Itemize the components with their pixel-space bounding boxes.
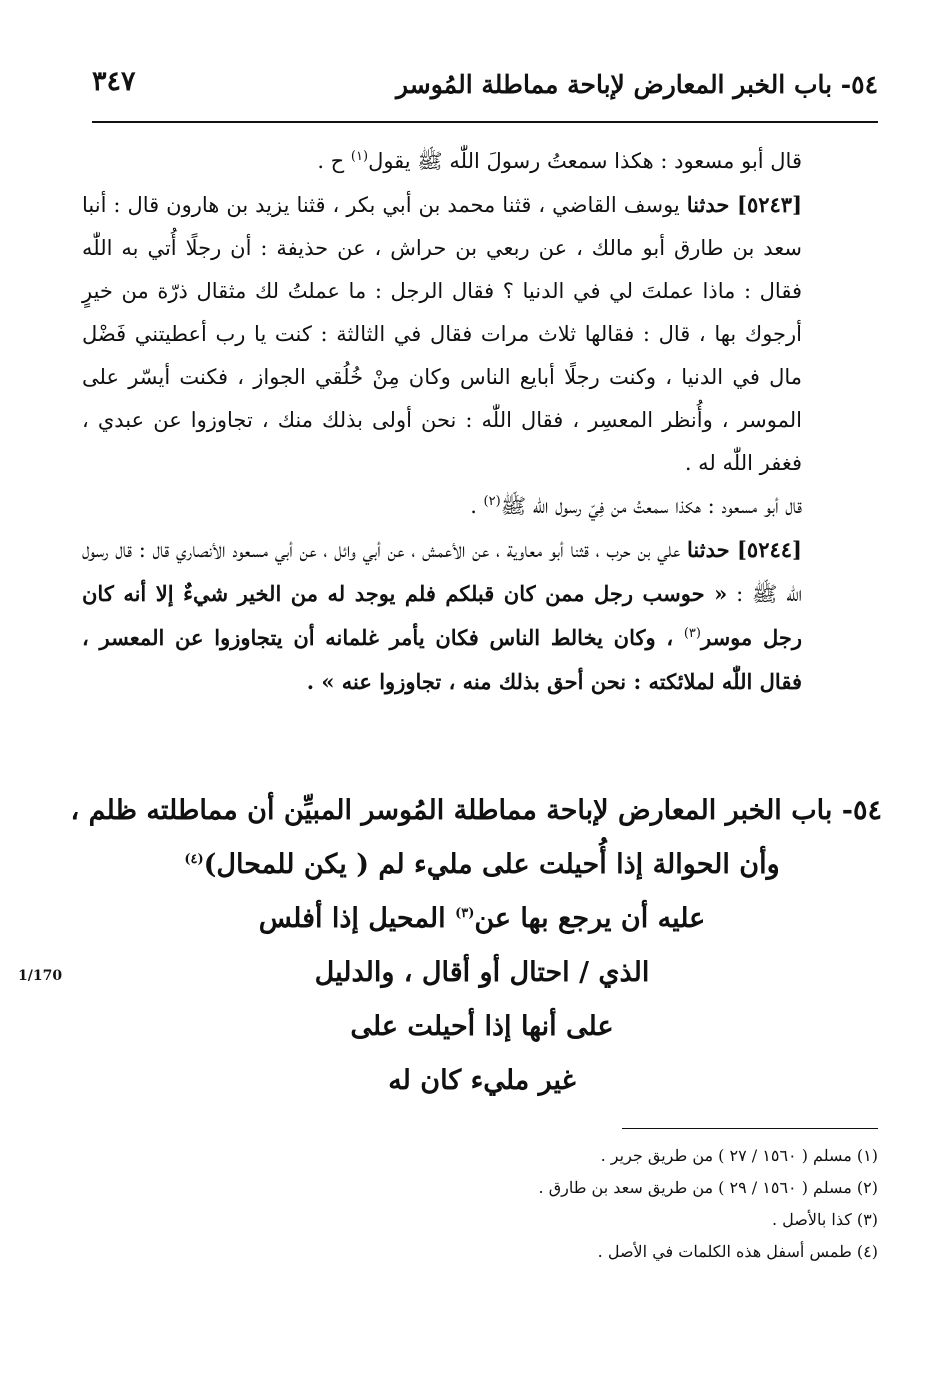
footnote-ref-3b: (٣) xyxy=(455,906,475,921)
chapter-line-4: الذي / احتال أو أقال ، والدليل xyxy=(314,957,650,988)
chapter-line-2-text: وأن الحوالة إذا أُحيلت على مليء لم ( يكن للمحال) xyxy=(203,849,780,880)
page-header xyxy=(92,62,878,120)
paragraph-3-end: . xyxy=(470,494,484,518)
footnote-ref-1: (١) xyxy=(350,149,369,164)
footnote-divider xyxy=(622,1128,878,1129)
hadith-5243-text: يوسف القاضي ، قثنا محمد بن أبي بكر ، قثنا يزيد بن هارون قال : أنبا سعد بن طارق أبو مالك ، عن ربعي بن حراش ، عن حذيفة : أن رجلًا أُتي به اللّٰه فقال : ماذا عملتَ لي في الدنيا ؟ فقال الرجل : ما عملتُ لك مثقال ذرّة من خيرٍ أرجوك بها ، قال : فقالها ثلاث مرات فقال في الثالثة : كنت يا رب أعطيتني فَضْل مال في الدنيا ، وكنت رجلًا أبايع الناس وكان مِنْ خُلُقي الجواز ، فكنت أيسّر على الموسر ، وأُنظر المعسِر ، فقال اللّٰه : نحن أولى بذلك منك ، تجاوزوا عن عبدي ، فغفر اللّٰه له . xyxy=(82,193,802,475)
chapter-line-3 xyxy=(82,892,882,946)
hadith-quote-end: ، وكان يخالط الناس فكان يأمر غلمانه أن يتجاوزوا عن المعسر ، فقال اللّٰه لملائكته : نحن أحق بذلك منه ، تجاوزوا عنه » . xyxy=(82,625,802,694)
paragraph-3 xyxy=(82,485,882,528)
chapter-line-2 xyxy=(82,838,882,892)
chapter-line-6: غير مليء كان له xyxy=(388,1065,576,1096)
hadith-quote: « حوسب رجل ممن كان قبلكم فلم يوجد له من الخير شيءٌ إلا أنه كان رجل موسر xyxy=(82,581,802,650)
chapter-line-5: على أنها إذا أحيلت على xyxy=(350,1011,614,1042)
hadith-5244 xyxy=(82,528,882,704)
footnote-ref-2: (٢) xyxy=(483,494,501,509)
header-divider xyxy=(92,121,878,123)
running-title: ٥٤- باب الخبر المعارض لإباحة مماطلة المُوسر xyxy=(396,70,878,99)
hadith-5244-text: علي بن حرب ، قثنا أبو معاوية ، عن الأعمش ، عن أبي وائل ، عن أبي مسعود الأنصاري قال : قال رسول اللّٰه ﷺ : xyxy=(82,538,802,606)
hadith-lead: حدثنا xyxy=(687,537,737,562)
chapter-line-1: ٥٤- باب الخبر المعارض لإباحة مماطلة المُوسر المبيِّن أن مماطلته ظلم ، xyxy=(70,795,882,826)
paragraph-1-text: قال أبو مسعود : هكذا سمعتُ رسولَ اللّٰه ﷺ يقول xyxy=(368,149,802,173)
chapter-line-3-end: المحيل إذا أفلس xyxy=(258,903,456,934)
chapter-heading xyxy=(70,784,882,1108)
footnote-ref-3: (٣) xyxy=(683,626,701,641)
paragraph-1 xyxy=(82,140,882,183)
hadith-lead: حدثنا xyxy=(686,192,737,217)
footnote-2: (٢) مسلم ( ١٥٦٠ / ٢٩ ) من طريق سعد بن طارق . xyxy=(538,1178,878,1197)
main-text xyxy=(82,140,882,704)
chapter-line-3-text: عليه أن يرجع بها عن xyxy=(474,903,706,934)
footnote-1: (١) مسلم ( ١٥٦٠ / ٢٧ ) من طريق جرير . xyxy=(600,1146,878,1165)
paragraph-3-text: قال أبو مسعود : هكذا سمعتُ من فِيّ رسول اللّٰه ﷺ xyxy=(500,494,802,518)
footnotes xyxy=(300,1140,878,1268)
footnote-ref-4: (٤) xyxy=(184,852,204,867)
paragraph-1-end: ح . xyxy=(317,149,351,173)
hadith-number: [٥٢٤٣] xyxy=(737,192,802,217)
manuscript-folio-note: 1/170 xyxy=(18,968,63,984)
hadith-number: [٥٢٤٤] xyxy=(736,537,802,562)
footnote-3: (٣) كذا بالأصل . xyxy=(771,1210,878,1229)
footnote-4: (٤) طمس أسفل هذه الكلمات في الأصل . xyxy=(597,1242,878,1261)
hadith-5243 xyxy=(82,183,882,485)
page-number: ٣٤٧ xyxy=(92,66,136,97)
